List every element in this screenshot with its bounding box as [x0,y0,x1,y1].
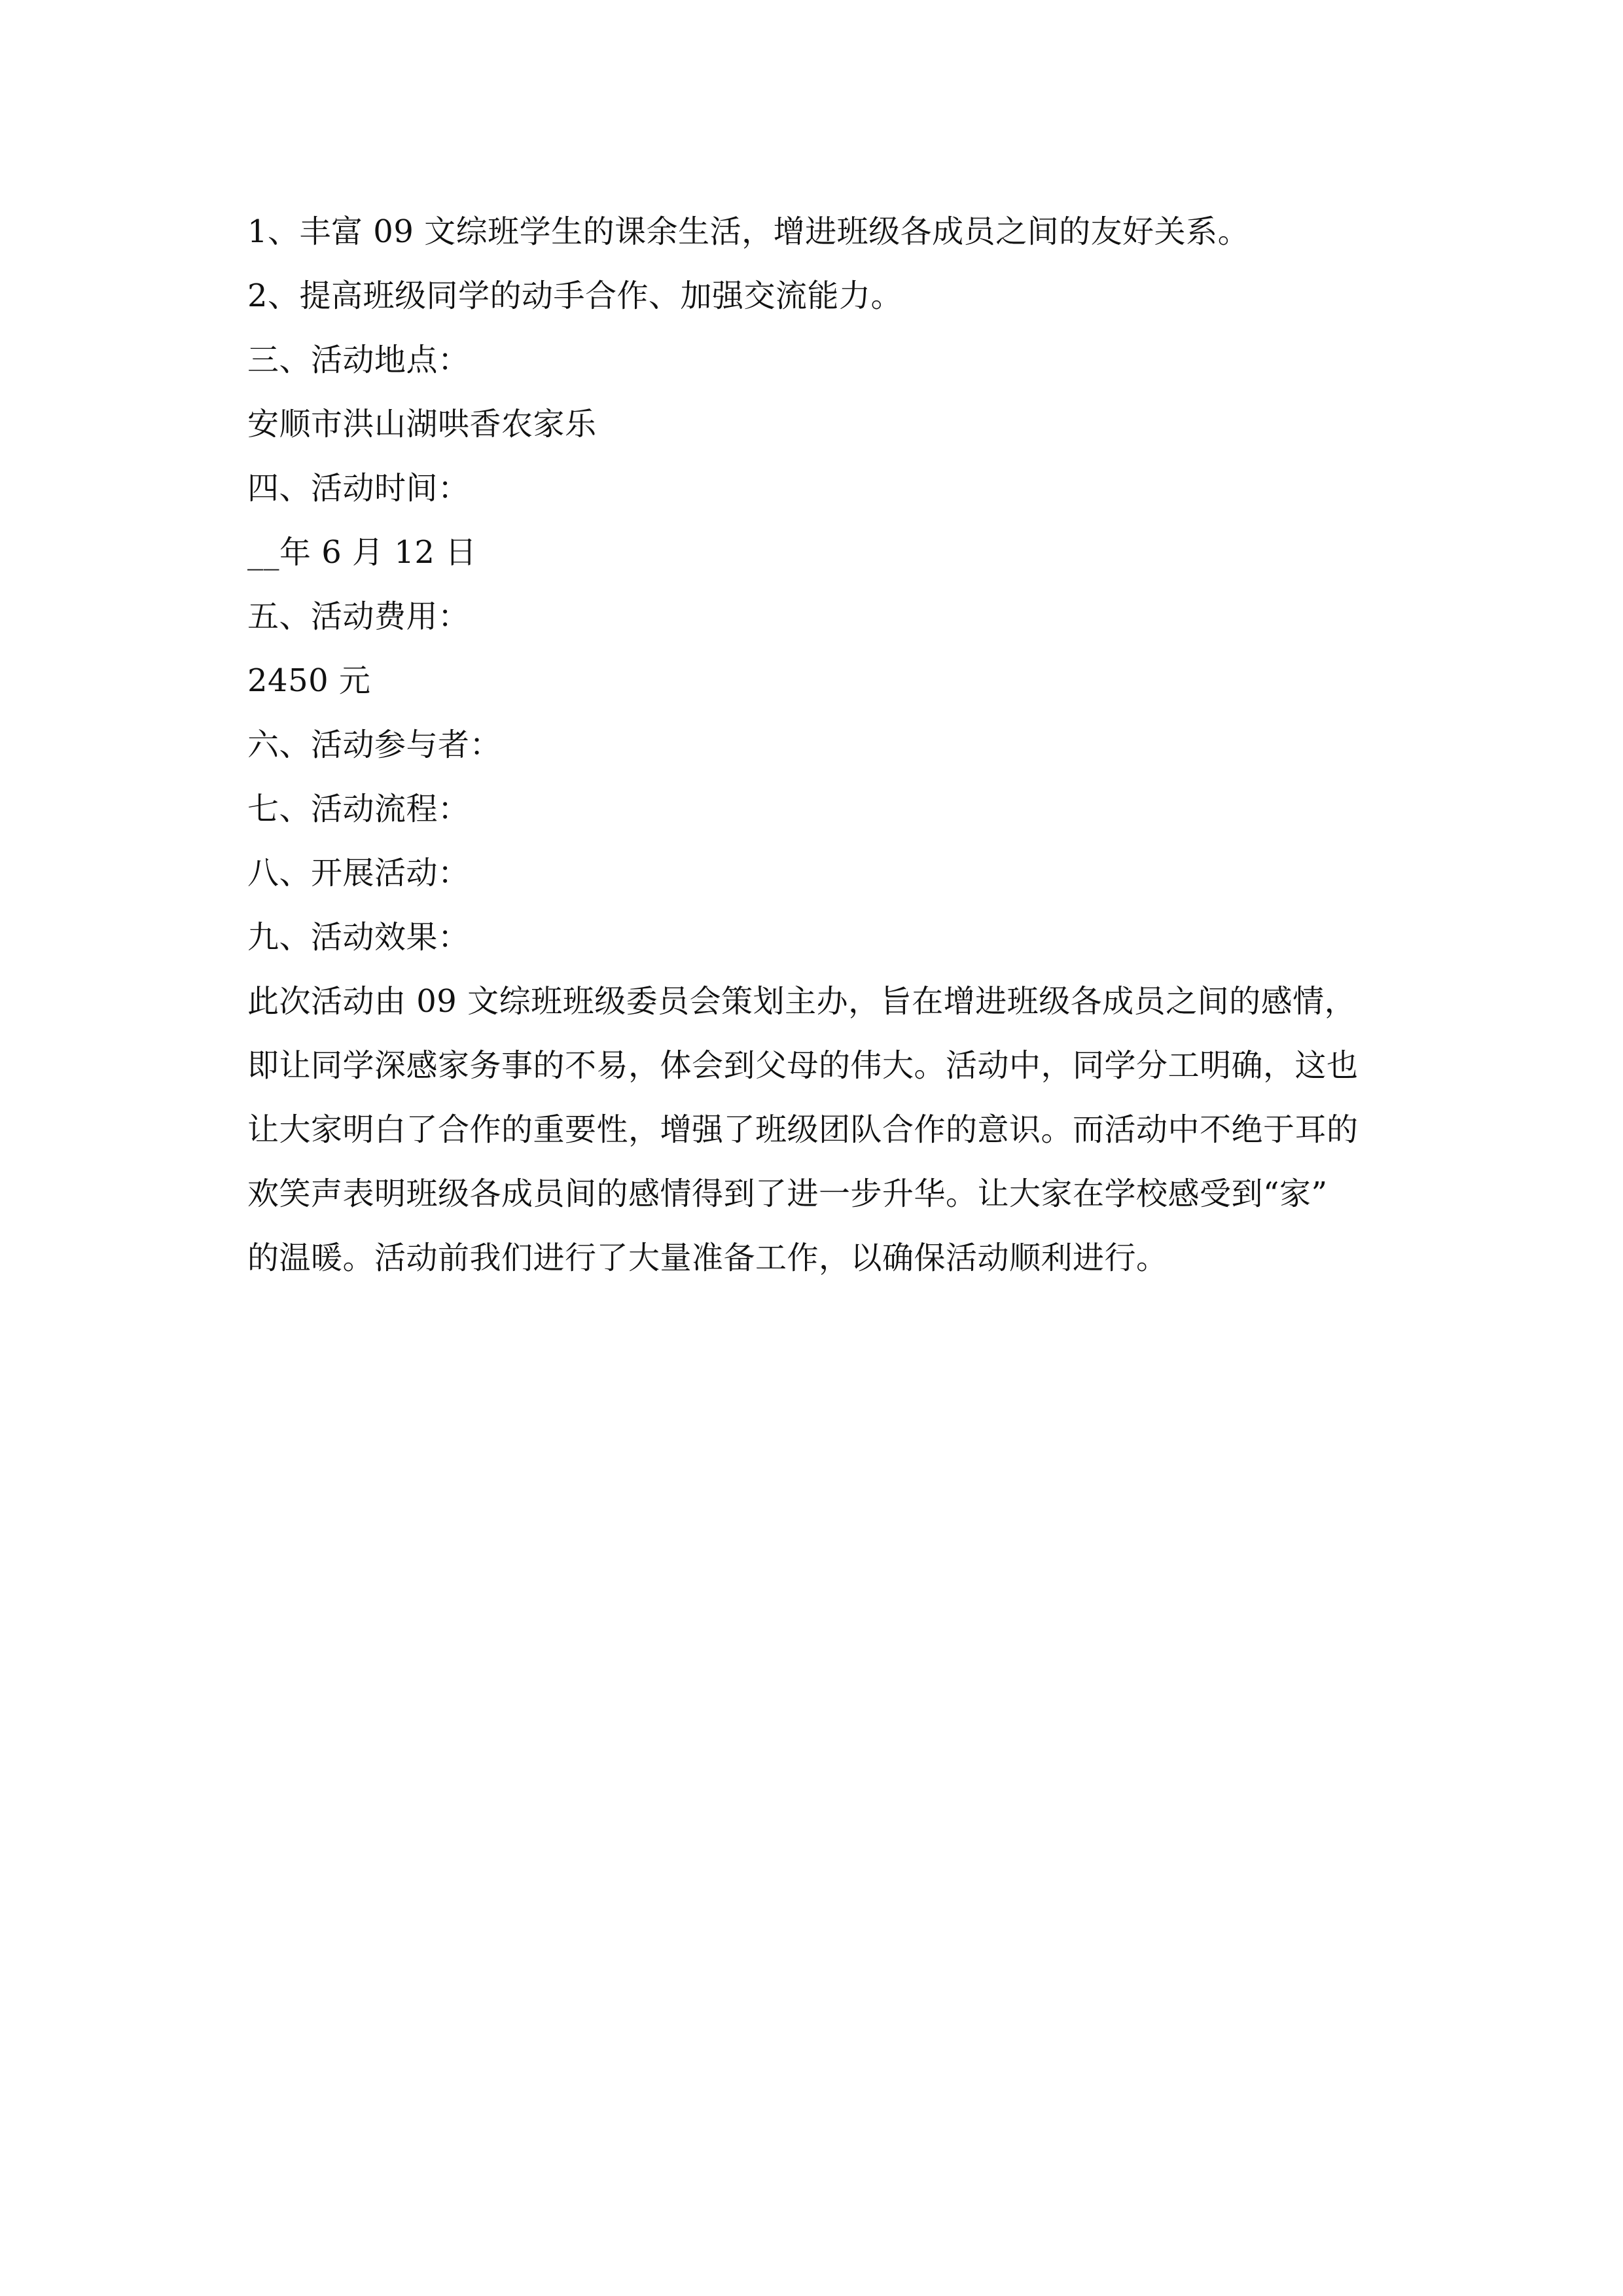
section-heading-time: 四、活动时间： [247,470,470,507]
location-value: 安顺市洪山湖哄香农家乐 [247,406,597,442]
section-heading-activities: 八、开展活动： [247,855,470,891]
document-body [247,200,1376,1290]
paragraph-line: 即让同学深感家务事的不易，体会到父母的伟大。活动中，同学分工明确，这也 [247,1047,1359,1084]
goal-item-1: 1、丰富 09 文综班学生的课余生活，增进班级各成员之间的友好关系。 [247,213,1250,250]
section-heading-process: 七、活动流程： [247,791,470,827]
results-paragraph [247,969,1376,1290]
time-value: __年 6 月 12 日 [247,534,477,571]
paragraph-line: 的温暖。活动前我们进行了大量准备工作，以确保活动顺利进行。 [247,1240,1168,1276]
paragraph-line: 让大家明白了合作的重要性，增强了班级团队合作的意识。而活动中不绝于耳的 [247,1111,1359,1148]
paragraph-line: 此次活动由 09 文综班班级委员会策划主办，旨在增进班级各成员之间的感情， [247,983,1357,1020]
paragraph-line: 欢笑声表明班级各成员间的感情得到了进一步升华。让大家在学校感受到“家” [247,1175,1328,1212]
cost-value: 2450 元 [247,662,371,699]
section-heading-participants: 六、活动参与者： [247,726,502,763]
section-heading-location: 三、活动地点： [247,342,470,378]
section-heading-cost: 五、活动费用： [247,598,470,635]
goal-item-2: 2、提高班级同学的动手合作、加强交流能力。 [247,278,903,314]
section-heading-results: 九、活动效果： [247,919,470,956]
